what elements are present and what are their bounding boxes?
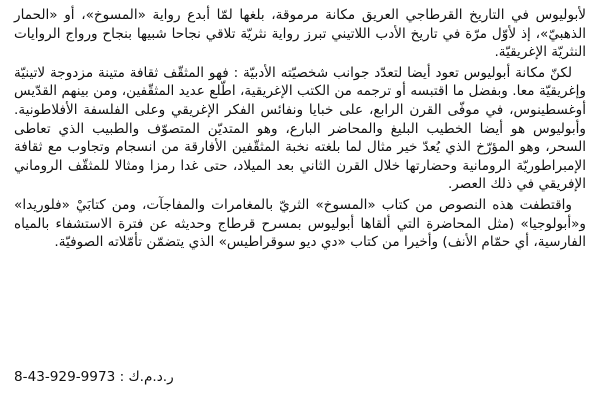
isbn-number: ر.د.م.ك : 9973-929-43-8 (14, 369, 174, 385)
document-page (14, 6, 586, 394)
paragraph-personality: لكنّ مكانة أبوليوس تعود أيضا لتعدّد جوانب شخصيّته الأدبيّة : فهو المثقّف ثقافة متينة مزدوجة لاتينيّة وإغريقيّة معا. وبفضل ما اقتبسه أو ترجمه من الكتب الإغريقية، اطّلع عديد المثقّفين، ومن بينهم القدّيس أوغسطينوس، في موفّى القرن الرابع، على خبايا ونفائس الفكر الإغريقي وعلى الفلسفة الأفلاطونية. وأبوليوس هو أيضا الخطيب البليغ والمحاضر البارع، وهو المتديّن المتصوّف والطبيب الذي تعاطى السحر، وهو المؤرّخ الذي يُعدّ خير مثال لما بلغته نخبة المثقّفين الأفارقة من انسجام وتجاوب مع ثقافة الإمبراطوريّة الرومانية وحضارتها خلال القرن الثاني بعد الميلاد، حتى غدا رمزا ومثالا للمثقّف الروماني الإفريقي في ذلك العصر. (14, 64, 586, 193)
paragraph-texts: واقتطفت هذه النصوص من كتاب «المسوخ» الثريّ بالمغامرات والمفاجآت، ومن كتابَيْ «فلوريدا» و«أبولوجيا» (مثل المحاضرة التي ألقاها أبوليوس بمسرح قرطاج وحديثه عن فترة الاستشفاء بالمياه الفارسية، أي حمّام الأنف) وأخيرا من كتاب «دي ديو سوقراطيس» الذي يتضمّن تأمّلاته الصوفيّة. (14, 196, 586, 251)
paragraph-intro: لأبوليوس في التاريخ القرطاجي العريق مكانة مرموقة، بلغها لمّا أبدع رواية «المسوخ»، أو «الحمار الذهبيّ»، إذ لأوّل مرّة في تاريخ الأدب اللاتيني تبرز رواية نثريّة تلاقي نجاحا شبيها بنجاح ورواج الروايات النثريّة الإغريقيّة. (14, 7, 586, 61)
